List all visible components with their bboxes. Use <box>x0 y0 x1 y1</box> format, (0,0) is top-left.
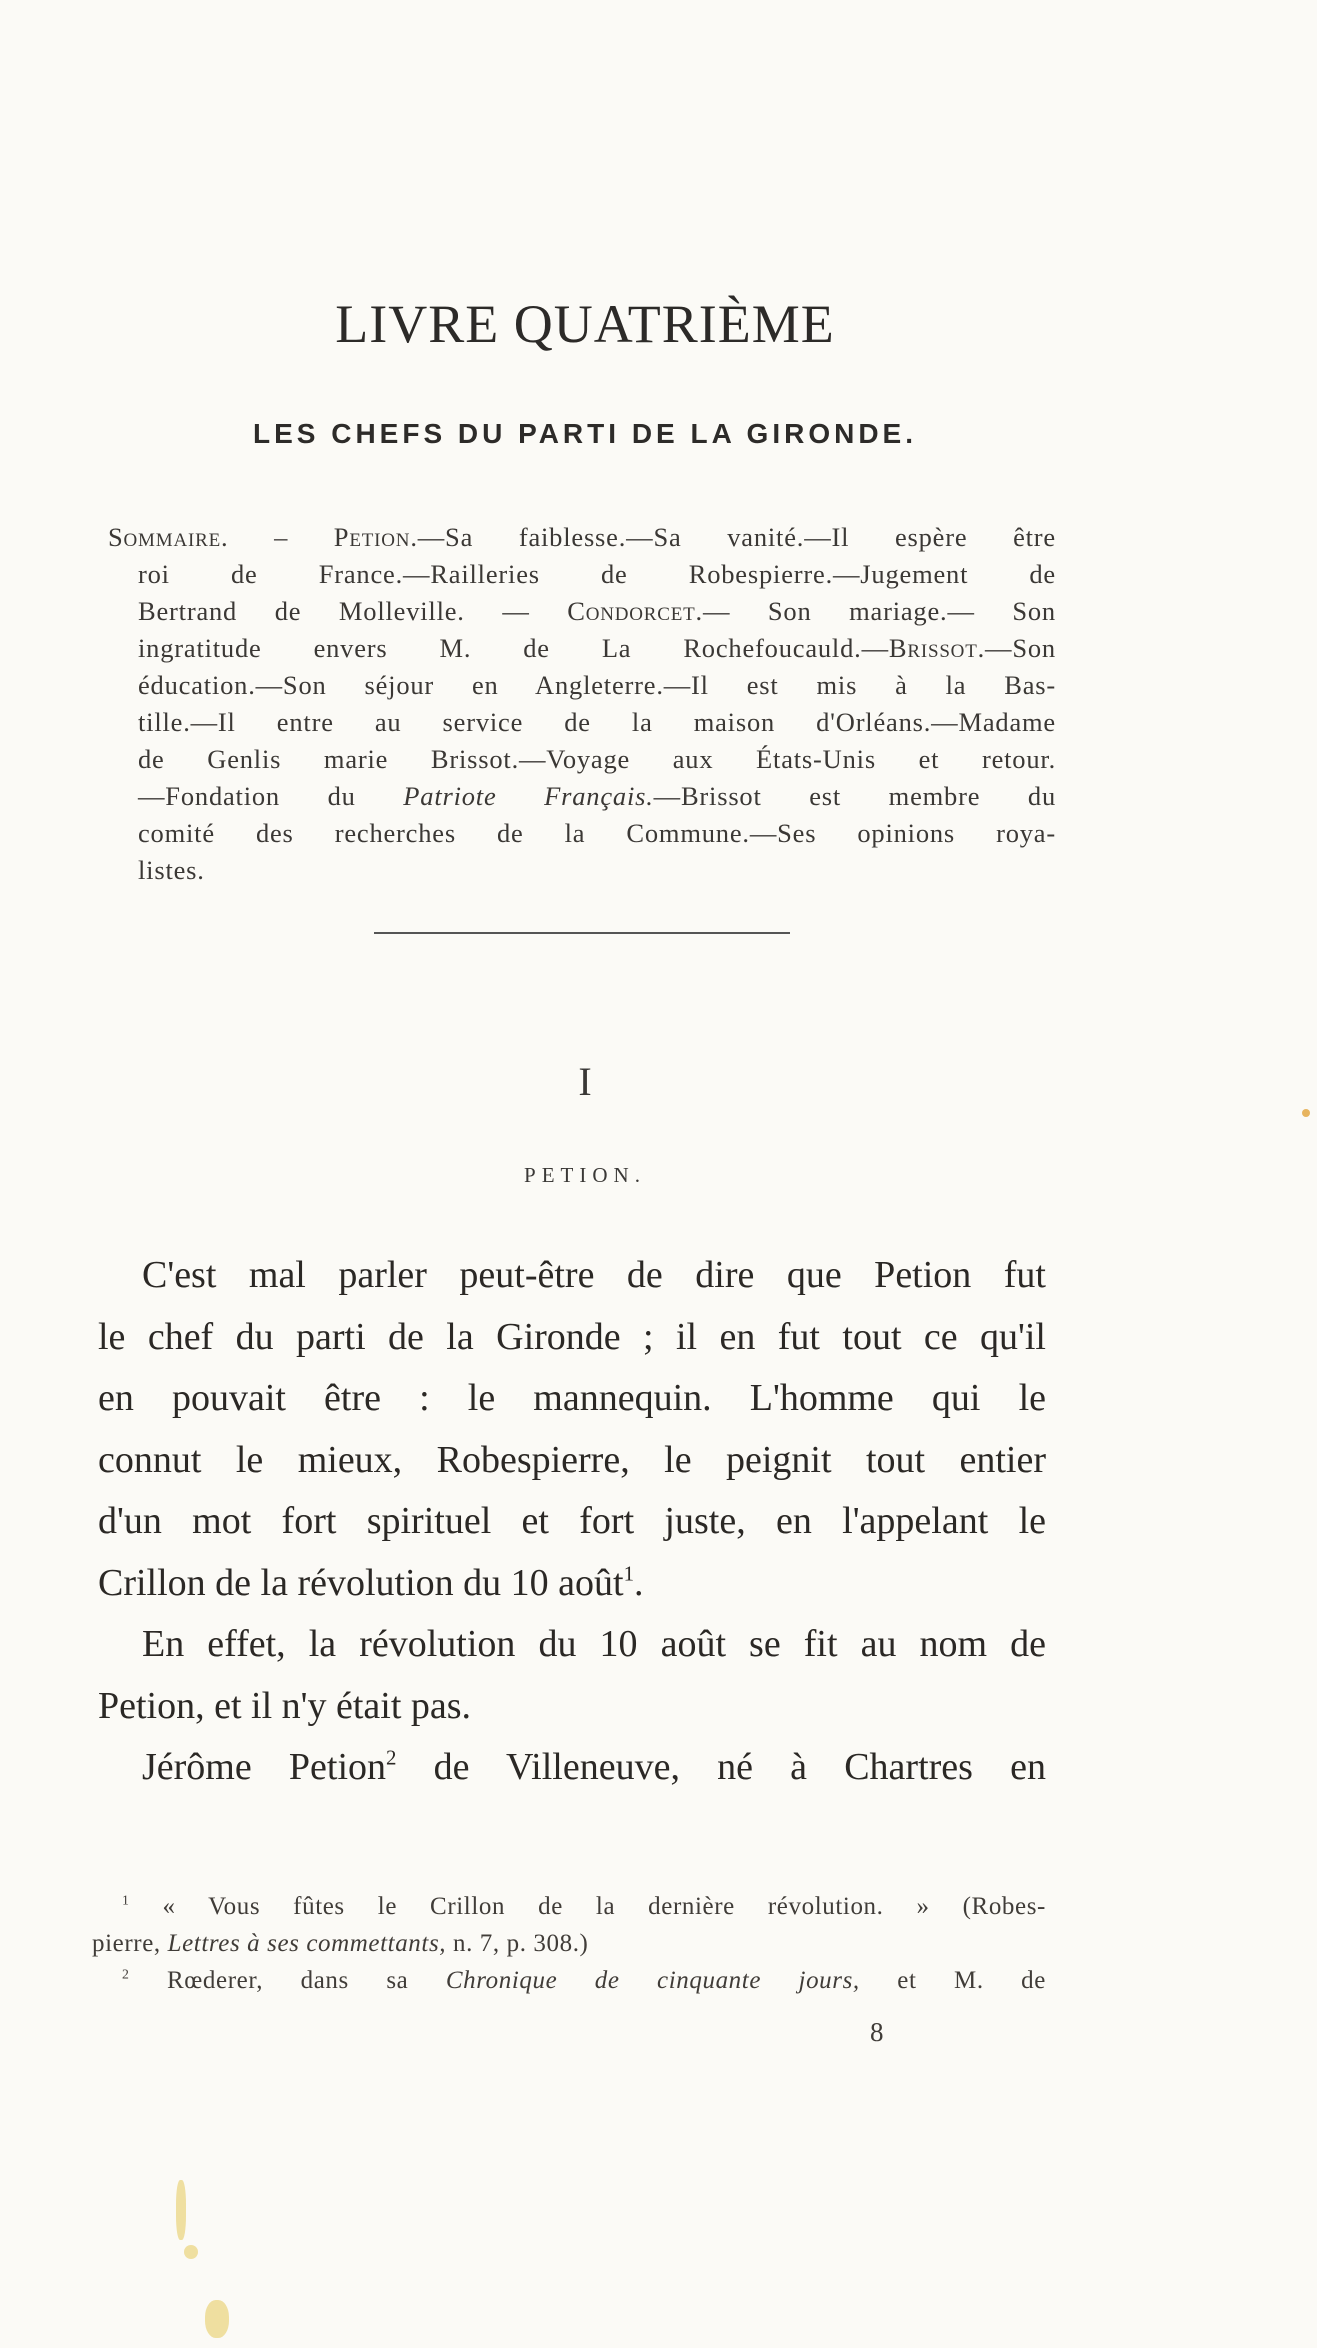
summary-line: ingratitude envers M. de La Rochefoucauld.—Brissot.—Son <box>138 633 1056 663</box>
part-title: LES CHEFS DU PARTI DE LA GIRONDE. <box>252 418 918 449</box>
text-line: d'un mot fort spirituel et fort juste, en l'appelant le <box>98 1500 1046 1542</box>
summary-line: comité des recherches de la Commune.—Ses opinions roya- <box>138 818 1056 848</box>
text-line: Jérôme Petion$^2$ de Villeneuve, né à Chartres en <box>142 1745 1046 1788</box>
footnote-mark: 1 <box>122 1892 130 1908</box>
text-line: C'est mal parler peut-être de dire que Petion fut <box>142 1254 1046 1296</box>
chapter-summary <box>108 519 1056 889</box>
text-line: Crillon de la révolution du 10 août$^1$. <box>98 1560 644 1604</box>
footnote-1: $^1$ « Vous fûtes le Crillon de la dernière révolution. » (Robes- <box>122 1892 1046 1920</box>
text-line: Petion, et il n'y était pas. <box>98 1684 472 1727</box>
page-number: 8 <box>870 2017 884 2047</box>
paper-stain <box>1302 1109 1310 1117</box>
summary-line: éducation.—Son séjour en Angleterre.—Il est mis à la Bas- <box>138 670 1056 700</box>
summary-line: —Fondation du Patriote Français.—Brissot est membre du <box>138 781 1056 811</box>
chapter-title: PETION. <box>524 1163 646 1187</box>
text-line: En effet, la révolution du 10 août se fit au nom de <box>142 1623 1046 1665</box>
section-divider <box>374 932 790 934</box>
footnote-2: $^2$ Rœderer, dans sa Chronique de cinquante jours, et M. de <box>122 1966 1046 1994</box>
summary-line: roi de France.—Railleries de Robespierre.—Jugement de <box>138 559 1056 589</box>
footnote-ref: 2 <box>386 1745 397 1770</box>
footnote-ref: 1 <box>623 1560 635 1585</box>
summary-line: Sommaire. – Petion.—Sa faiblesse.—Sa vanité.—Il espère être <box>108 522 1056 552</box>
summary-line: listes. <box>138 855 205 885</box>
text-line: connut le mieux, Robespierre, le peignit tout entier <box>98 1438 1046 1481</box>
summary-line: Bertrand de Molleville. — Condorcet.— Son mariage.— Son <box>138 596 1056 626</box>
paper-stain <box>176 2180 186 2240</box>
text-line: le chef du parti de la Gironde ; il en fut tout ce qu'il <box>98 1315 1046 1358</box>
footnote-mark: 2 <box>122 1966 130 1982</box>
footnotes <box>92 1888 1046 1999</box>
footnote-1-cont: pierre, Lettres à ses commettants, n. 7, p. 308.) <box>92 1930 589 1957</box>
paper-stain <box>184 2245 198 2259</box>
chapter-number: I <box>578 1059 592 1104</box>
book-title: LIVRE QUATRIÈME <box>335 294 835 354</box>
summary-line: tille.—Il entre au service de la maison d'Orléans.—Madame <box>138 707 1056 737</box>
paper-stain <box>205 2300 229 2338</box>
body-text <box>98 1245 1046 1799</box>
text-line: en pouvait être : le mannequin. L'homme qui le <box>98 1377 1046 1419</box>
summary-line: de Genlis marie Brissot.—Voyage aux États-Unis et retour. <box>138 744 1056 774</box>
